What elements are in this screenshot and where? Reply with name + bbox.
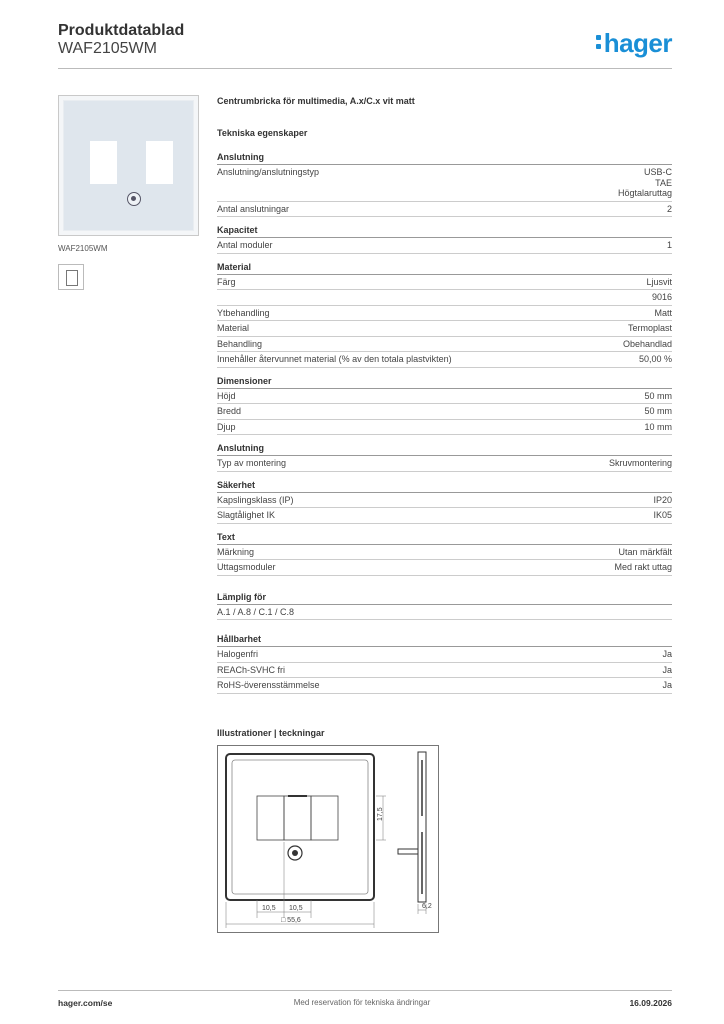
spec-group [217, 532, 672, 576]
dim-overall-label: □ 55,6 [281, 917, 301, 924]
spec-group-title: Material [217, 262, 672, 275]
spec-value-line: Termoplast [627, 323, 672, 333]
spec-value-line: Utan märkfält [618, 546, 672, 557]
header-divider [58, 68, 672, 69]
spec-column [217, 96, 672, 702]
spec-label: Material [217, 323, 250, 333]
spec-value-line: 50,00 % [638, 354, 672, 364]
spec-value-line: Högtalaruttag [617, 188, 672, 198]
dim-slot2-label: 10,5 [289, 905, 303, 912]
spec-group [217, 225, 672, 254]
spec-group-title: Kapacitet [217, 225, 672, 238]
logo-dots-icon [596, 35, 602, 53]
spec-value-line: TAE [655, 177, 672, 188]
sustainability-title: Hållbarhet [217, 634, 672, 647]
footer-website[interactable]: hager.com/se [58, 998, 113, 1008]
spec-value [614, 562, 672, 573]
drawing-svg [218, 746, 440, 934]
spec-row [217, 678, 672, 694]
spec-label: Antal moduler [217, 240, 273, 250]
hager-logo: hager [596, 28, 672, 59]
spec-value-line: Ljusvit [646, 276, 672, 287]
spec-group [217, 376, 672, 436]
spec-value [653, 510, 672, 521]
coax-socket-icon [127, 192, 141, 206]
spec-value-line: 1 [666, 240, 672, 250]
spec-group-title: Dimensioner [217, 376, 672, 389]
front-slot-right [311, 796, 338, 840]
spec-value [639, 354, 672, 365]
front-outer-frame [226, 754, 374, 900]
spec-label: Höjd [217, 390, 236, 401]
spec-row [217, 493, 672, 509]
spec-value [618, 547, 672, 558]
side-view-pin [398, 849, 418, 854]
spec-row [217, 238, 672, 254]
spec-label: Typ av montering [217, 458, 287, 468]
spec-row [217, 306, 672, 322]
spec-value-line: Matt [654, 307, 672, 318]
spec-value [644, 422, 672, 433]
spec-label: Anslutning/anslutningstyp [217, 167, 320, 177]
spec-value [609, 458, 672, 469]
document-title: Produktdatablad [58, 22, 185, 39]
spec-value-line: 10 mm [644, 421, 672, 432]
spec-row [217, 352, 672, 368]
spec-group [217, 262, 672, 368]
spec-value-line: USB-C [643, 167, 672, 177]
spec-label: Kapslingsklass (IP) [217, 494, 294, 505]
spec-group [217, 480, 672, 524]
image-caption: WAF2105WM [58, 244, 108, 253]
spec-label: Behandling [217, 338, 263, 349]
spec-value [654, 308, 672, 319]
spec-value [653, 495, 672, 506]
dim-height-label: 17,5 [377, 807, 384, 821]
spec-row [217, 647, 672, 663]
spec-label: REACh-SVHC fri [217, 664, 286, 675]
spec-label: RoHS-överensstämmelse [217, 680, 320, 690]
technical-drawing [217, 745, 439, 933]
spec-group-title: Anslutning [217, 443, 672, 456]
product-image [58, 95, 199, 236]
spec-value [618, 167, 672, 199]
product-plate [63, 100, 194, 231]
spec-value-line: Ja [662, 649, 672, 659]
spec-row [217, 560, 672, 576]
spec-value-line: IP20 [653, 494, 672, 505]
spec-label: Bredd [217, 406, 242, 416]
spec-value [667, 240, 672, 251]
spec-value [662, 665, 672, 676]
product-thumbnail[interactable] [58, 264, 84, 290]
spec-row [217, 290, 672, 306]
spec-label: Djup [217, 421, 236, 432]
suitable-group [217, 592, 672, 621]
spec-value [628, 323, 672, 334]
spec-value-line: Obehandlad [622, 338, 672, 349]
footer-date: 16.09.2026 [629, 998, 672, 1008]
spec-value-line: IK05 [653, 510, 672, 520]
sustainability-group [217, 634, 672, 694]
dim-slot1-label: 10,5 [262, 905, 276, 912]
spec-row [217, 275, 672, 291]
suitable-value: A.1 / A.8 / C.1 / C.8 [217, 606, 295, 617]
product-title: Centrumbricka för multimedia, A.x/C.x vit matt [217, 96, 415, 106]
spec-group [217, 152, 672, 217]
spec-value-line: Skruvmontering [608, 458, 672, 468]
spec-row [217, 545, 672, 561]
spec-value-line: Ja [662, 664, 672, 675]
spec-label: Antal anslutningar [217, 203, 290, 214]
spec-group-title: Säkerhet [217, 480, 672, 493]
spec-label: Innehåller återvunnet material (% av den totala plastvikten) [217, 354, 452, 364]
spec-value [652, 292, 672, 303]
spec-value [644, 406, 672, 417]
footer-divider [58, 990, 672, 991]
illustrations-title: Illustrationer | teckningar [217, 728, 325, 738]
spec-label: Ytbehandling [217, 307, 270, 318]
sustainability-rows [217, 647, 672, 694]
spec-group [217, 443, 672, 472]
spec-value [662, 680, 672, 691]
spec-value [667, 204, 672, 215]
spec-row [217, 456, 672, 472]
spec-value-line: Med rakt uttag [614, 562, 672, 572]
front-slot-center [284, 796, 311, 840]
product-slot-right [146, 141, 173, 184]
footer-disclaimer: Med reservation för tekniska ändringar [293, 998, 431, 1007]
spec-group-title: Anslutning [217, 152, 672, 165]
spec-label: Slagtålighet IK [217, 510, 276, 520]
spec-value-line: Ja [662, 680, 672, 690]
spec-row [217, 420, 672, 436]
spec-value-line: 50 mm [644, 390, 672, 401]
spec-value-line: 50 mm [644, 406, 672, 416]
spec-label: Märkning [217, 546, 255, 557]
specs-heading: Tekniska egenskaper [217, 128, 308, 138]
spec-value [646, 277, 672, 288]
spec-label: Uttagsmoduler [217, 562, 276, 572]
suitable-title: Lämplig för [217, 592, 672, 605]
spec-value-line: 9016 [651, 292, 672, 302]
spec-value [644, 391, 672, 402]
spec-row [217, 337, 672, 353]
spec-value [662, 649, 672, 660]
spec-row [217, 321, 672, 337]
dim-depth-label: 6,2 [422, 903, 432, 910]
spec-row [217, 165, 672, 202]
spec-row [217, 404, 672, 420]
front-coax-inner [292, 850, 298, 856]
product-code: WAF2105WM [58, 40, 157, 57]
spec-row [217, 202, 672, 218]
spec-groups [217, 152, 672, 576]
spec-row [217, 508, 672, 524]
spec-label: Färg [217, 276, 236, 287]
front-inner-frame [232, 760, 368, 894]
spec-row [217, 389, 672, 405]
spec-group-title: Text [217, 532, 672, 545]
spec-label: Halogenfri [217, 649, 259, 659]
spec-value-line: 2 [666, 203, 672, 214]
suitable-row [217, 605, 672, 621]
front-slot-left [257, 796, 284, 840]
spec-row [217, 663, 672, 679]
product-slot-left [90, 141, 117, 184]
spec-value [623, 339, 672, 350]
